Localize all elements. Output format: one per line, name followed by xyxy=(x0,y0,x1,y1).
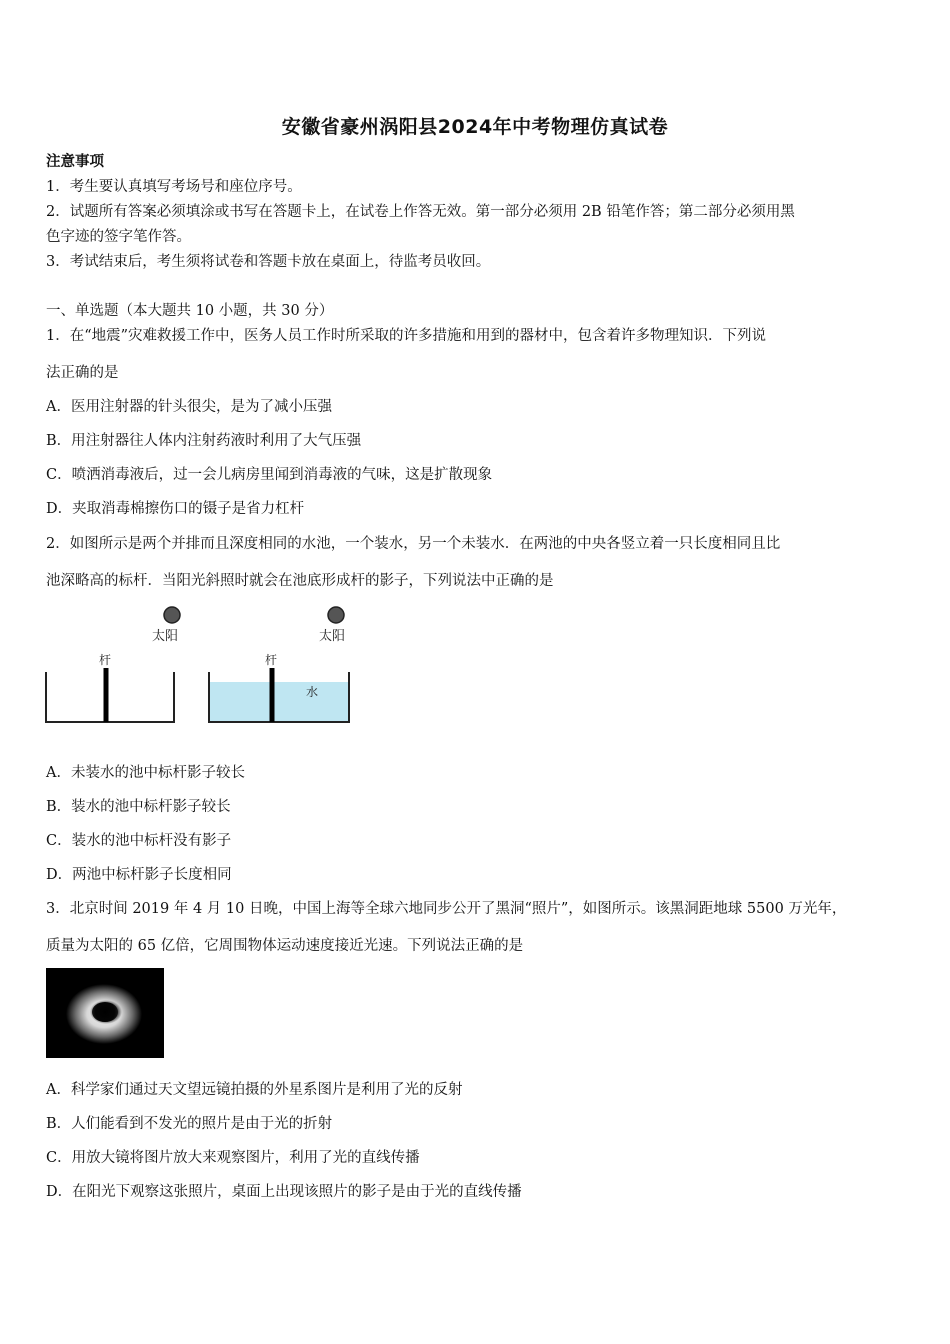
notice-heading: 注意事项 xyxy=(46,153,104,170)
sun-label-left: 太阳 xyxy=(152,629,179,644)
q3-option-d: D．在阳光下观察这张照片，桌面上出现该照片的影子是由于光的直线传播 xyxy=(46,1184,522,1200)
q2-stem: 2．如图所示是两个并排而且深度相同的水池，一个装水，另一个未装水．在两池的中央各竖立着一只长度相同且比 xyxy=(46,536,781,552)
q3-option-a: A．科学家们通过天文望远镜拍摄的外星系图片是利用了光的反射 xyxy=(46,1082,463,1098)
empty-pool xyxy=(46,672,174,722)
q1-option-c: C．喷洒消毒液后，过一会儿病房里闻到消毒液的气味，这是扩散现象 xyxy=(46,467,493,483)
q2-option-b: B．装水的池中标杆影子较长 xyxy=(46,799,231,815)
pole-label-left: 杆 xyxy=(99,653,112,667)
page-title: 安徽省豪州涡阳县2024年中考物理仿真试卷 xyxy=(281,116,669,138)
q3-stem: 3．北京时间 2019 年 4 月 10 日晚，中国上海等全球六地同步公开了黑洞“照片”，如图所示。该黑洞距地球 5500 万光年， xyxy=(46,901,847,917)
notice-item-2-cont: 色字迹的签字笔作答。 xyxy=(46,229,191,245)
sun-label-right: 太阳 xyxy=(319,629,346,644)
water-fill xyxy=(209,682,349,722)
black-hole-image xyxy=(46,968,164,1058)
notice-item-3: 3．考试结束后，考生须将试卷和答题卡放在桌面上，待监考员收回。 xyxy=(46,254,491,270)
q2-option-a: A．未装水的池中标杆影子较长 xyxy=(46,765,245,781)
sun-icon-left xyxy=(164,607,180,623)
pole-label-right: 杆 xyxy=(265,653,278,667)
q2-stem-cont: 池深略高的标杆．当阳光斜照时就会在池底形成杆的影子，下列说法中正确的是 xyxy=(46,573,554,589)
water-label: 水 xyxy=(306,685,319,699)
black-hole-core xyxy=(92,1002,118,1022)
q1-stem: 1．在“地震”灾难救援工作中，医务人员工作时所采取的许多措施和用到的器材中，包含着许多物理知识．下列说 xyxy=(46,328,767,344)
q1-option-d: D．夹取消毒棉擦伤口的镊子是省力杠杆 xyxy=(46,501,305,517)
q3-stem-cont: 质量为太阳的 65 亿倍，它周围物体运动速度接近光速。下列说法正确的是 xyxy=(46,938,524,954)
q3-option-b: B．人们能看到不发光的照片是由于光的折射 xyxy=(46,1116,333,1132)
pools-figure xyxy=(44,600,364,732)
q3-option-c: C．用放大镜将图片放大来观察图片，利用了光的直线传播 xyxy=(46,1150,420,1166)
q1-option-a: A．医用注射器的针头很尖，是为了减小压强 xyxy=(46,399,332,415)
q1-stem-cont: 法正确的是 xyxy=(46,365,119,381)
q2-option-c: C．装水的池中标杆没有影子 xyxy=(46,833,232,849)
q1-option-b: B．用注射器往人体内注射药液时利用了大气压强 xyxy=(46,433,362,449)
notice-item-1: 1．考生要认真填写考场号和座位序号。 xyxy=(46,179,302,195)
sun-icon-right xyxy=(328,607,344,623)
section-heading: 一、单选题（本大题共 10 小题，共 30 分） xyxy=(46,303,334,319)
q2-option-d: D．两池中标杆影子长度相同 xyxy=(46,867,232,883)
notice-item-2: 2．试题所有答案必须填涂或书写在答题卡上，在试卷上作答无效。第一部分必须用 2B 铅笔作答；第二部分必须用黑 xyxy=(46,204,795,220)
